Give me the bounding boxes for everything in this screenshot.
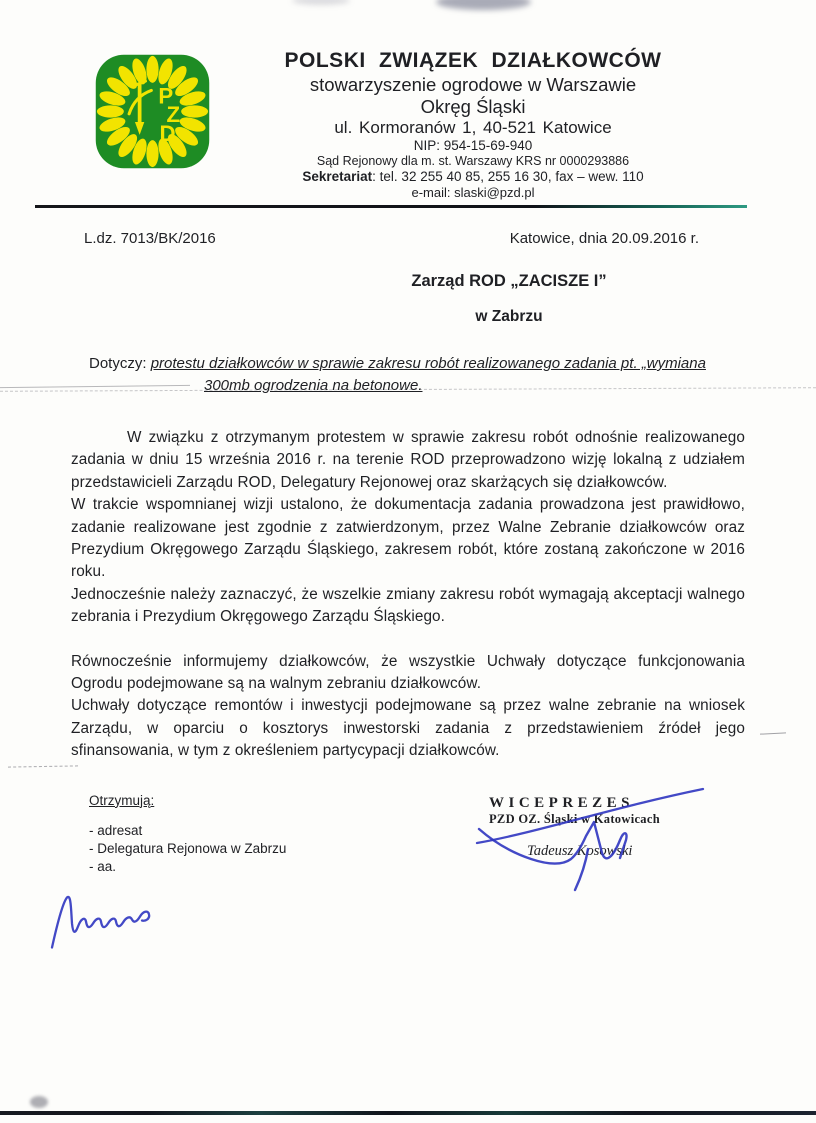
place-and-date: Katowice, dnia 20.09.2016 r. bbox=[509, 230, 699, 247]
distribution-items bbox=[89, 822, 371, 876]
body-paragraph: W trakcie wspomnianej wizji ustalono, że dokumentacja zadania prowadzona jest prawidłowo, zadanie realizowane jest zgodnie z zatwierdzonym, przez Walne Zebranie działkowców oraz Prezydium Okręgowego Zarządu Śląskiego, zakresem robót, które zostaną zakończone w 2016 roku. bbox=[71, 496, 745, 581]
secretariat-label: Sekretariat bbox=[302, 169, 373, 184]
handwritten-initials bbox=[42, 882, 182, 960]
subject-text: protestu działkowców w sprawie zakresu robót realizowanego zadania pt. „wymiana bbox=[150, 355, 706, 372]
subject-block bbox=[71, 353, 745, 397]
scan-edge-bottom bbox=[0, 1111, 816, 1115]
body-paragraph: Jednocześnie należy zaznaczyć, że wszelkie zmiany zakresu robót wymagają akceptacji walnego zebrania i Prezydium Okręgowego Zarządu Śląskiego. bbox=[71, 585, 745, 626]
subject-line bbox=[89, 353, 745, 375]
letterhead bbox=[201, 48, 745, 200]
subject-label: Dotyczy: bbox=[89, 355, 147, 372]
reference-number: L.dz. 7013/BK/2016 bbox=[84, 230, 216, 247]
org-name: POLSKI ZWIĄZEK DZIAŁKOWCÓW bbox=[284, 49, 662, 72]
distribution-title: Otrzymują: bbox=[89, 792, 155, 808]
distribution-item: - adresat bbox=[89, 822, 143, 838]
subject-text-continued: 300mb ogrodzenia na betonowe. bbox=[204, 377, 423, 394]
body-paragraph: Uchwały dotyczące remontów i inwestycji podejmowane są przez walne zebranie na wniosek Zarządu, w oparciu o kosztorys inwestorski zadania z przedstawieniem źródeł jego sfinansowania, w tym z określeniem partycypacji działkowców. bbox=[71, 697, 745, 760]
logo-letter-d: D bbox=[159, 120, 176, 146]
scan-smudge-bottom bbox=[30, 1096, 48, 1108]
header-divider bbox=[35, 205, 747, 208]
signatory-name: Tadeusz Kosowski bbox=[527, 842, 633, 859]
org-secretariat bbox=[201, 169, 745, 185]
org-region: Okręg Śląski bbox=[420, 96, 526, 117]
org-address: ul. Kormoranów 1, 40-521 Katowice bbox=[334, 118, 612, 137]
signature-org: PZD OZ. Śląski w Katowicach bbox=[489, 811, 660, 826]
body-paragraph: W związku z otrzymanym protestem w sprawie zakresu robót odnośnie realizowanego zadania w dniu 15 września 2016 r. na terenie ROD przeprowadzono wizję lokalną z udziałem przedstawicieli Zarządu ROD, Delegatury Rejonowej oraz skarżących się działkowców. bbox=[71, 429, 745, 491]
org-nip: NIP: 954-15-69-940 bbox=[413, 138, 533, 153]
recipient-name: Zarząd ROD „ZACISZE I” bbox=[411, 272, 607, 290]
secretariat-details: : tel. 32 255 40 85, 255 16 30, fax – wew. 110 bbox=[372, 169, 644, 184]
signature-title: WICEPREZES bbox=[489, 794, 635, 811]
logo-letter-z: Z bbox=[166, 102, 181, 128]
org-subtitle: stowarzyszenie ogrodowe w Warszawie bbox=[309, 74, 637, 95]
org-court-registration: Sąd Rejonowy dla m. st. Warszawy KRS nr 0000293886 bbox=[316, 154, 630, 168]
letter-body bbox=[71, 427, 745, 763]
body-paragraph: Równocześnie informujemy działkowców, że wszystkie Uchwały dotyczące funkcjonowania Ogrodu podejmowane są na walnym zebraniu działkowców. bbox=[71, 652, 745, 693]
distribution-list bbox=[71, 793, 371, 876]
org-email: e-mail: slaski@pzd.pl bbox=[411, 185, 535, 200]
reference-row bbox=[71, 230, 745, 247]
distribution-item: - Delegatura Rejonowa w Zabrzu bbox=[89, 840, 287, 856]
recipient-city: w Zabrzu bbox=[475, 308, 543, 325]
signature-block bbox=[489, 795, 689, 860]
distribution-item: - aa. bbox=[89, 858, 117, 874]
logo-letter-p: P bbox=[158, 83, 174, 109]
recipient-block bbox=[369, 269, 649, 328]
